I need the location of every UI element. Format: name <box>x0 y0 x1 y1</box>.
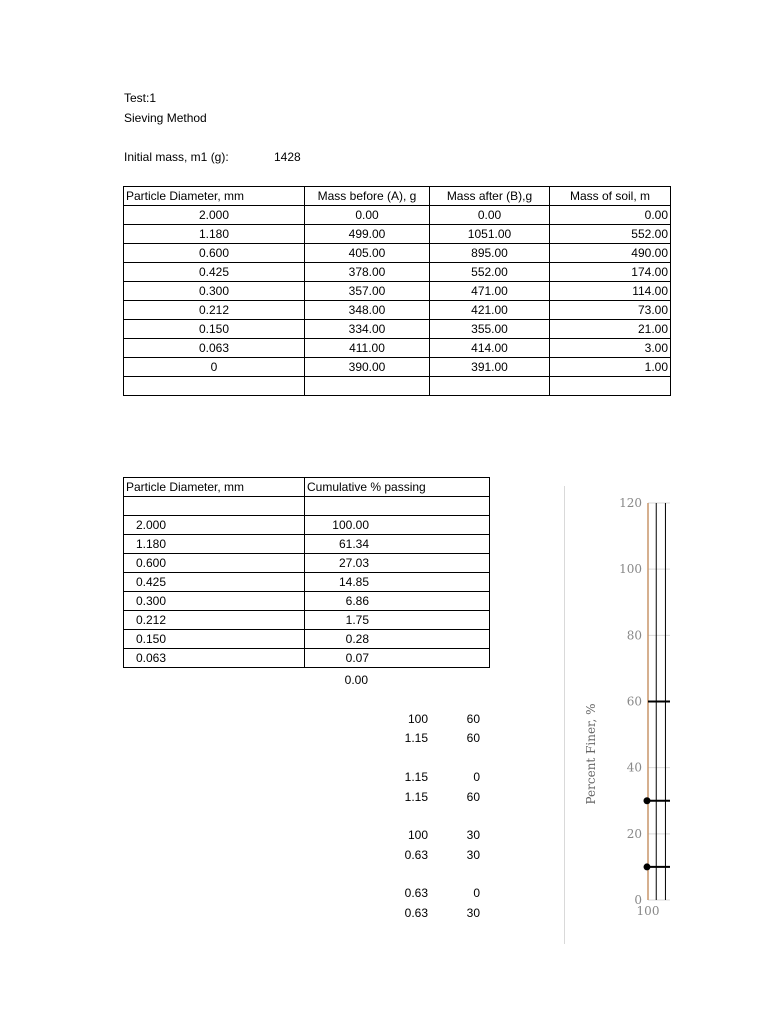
y-axis-label: Percent Finer, % <box>584 703 598 805</box>
cell: 0.00 <box>550 206 671 225</box>
cell: 552.00 <box>430 263 550 282</box>
cell-value: 6.86 <box>345 594 369 608</box>
initial-mass-value: 1428 <box>274 150 301 164</box>
cell: 0.300 <box>124 592 305 611</box>
cell: 499.00 <box>305 225 430 244</box>
method-label: Sieving Method <box>124 111 207 125</box>
table-row <box>124 516 490 535</box>
cell: 0.063 <box>124 339 305 358</box>
cell: 378.00 <box>305 263 430 282</box>
table-row <box>124 649 490 668</box>
cell <box>305 649 490 668</box>
table-header-row <box>124 187 671 206</box>
table-row <box>124 282 671 301</box>
table-row <box>124 225 671 244</box>
cell: 3.00 <box>550 339 671 358</box>
y-tick-label: 80 <box>626 628 642 643</box>
cell: 0.00 <box>430 206 550 225</box>
column-header: Particle Diameter, mm <box>124 187 305 206</box>
cell: 174.00 <box>550 263 671 282</box>
table-row <box>124 573 490 592</box>
cell: 0 <box>124 358 305 377</box>
table-row <box>124 611 490 630</box>
cell: 2.000 <box>124 206 305 225</box>
cell: 0.212 <box>124 301 305 320</box>
cell: 421.00 <box>430 301 550 320</box>
table-row <box>124 244 671 263</box>
cell: 0.150 <box>124 320 305 339</box>
cell <box>305 592 490 611</box>
cell-value: 100.00 <box>332 518 369 532</box>
cell <box>124 377 305 396</box>
pair-x: 0.63 <box>404 886 428 900</box>
cumulative-passing-table <box>123 477 490 668</box>
pair-y: 60 <box>466 790 480 804</box>
table-row <box>124 206 671 225</box>
cell <box>305 535 490 554</box>
pair-x: 1.15 <box>404 770 428 784</box>
test-label: Test:1 <box>124 91 157 105</box>
table-row <box>124 358 671 377</box>
y-tick-label: 100 <box>619 562 642 577</box>
cell: 0.00 <box>305 206 430 225</box>
initial-mass-label: Initial mass, m1 (g): <box>124 150 229 164</box>
cell: 390.00 <box>305 358 430 377</box>
cell: 391.00 <box>430 358 550 377</box>
cell: 471.00 <box>430 282 550 301</box>
cell <box>550 377 671 396</box>
pair-x: 100 <box>407 828 428 842</box>
cell: 0.300 <box>124 282 305 301</box>
cell: 411.00 <box>305 339 430 358</box>
table-row-empty <box>124 377 671 396</box>
table-row <box>124 320 671 339</box>
cell <box>430 377 550 396</box>
cell: 21.00 <box>550 320 671 339</box>
table-row <box>124 554 490 573</box>
cell-value: 14.85 <box>338 575 369 589</box>
y-tick-label: 120 <box>619 496 642 510</box>
pair-x: 1.15 <box>404 731 428 745</box>
cell <box>124 497 305 516</box>
cell: 334.00 <box>305 320 430 339</box>
data-point <box>644 797 651 804</box>
cell-value: 1.75 <box>345 613 369 627</box>
cell: 348.00 <box>305 301 430 320</box>
cell: 0.425 <box>124 573 305 592</box>
table-row <box>124 263 671 282</box>
cell: 895.00 <box>430 244 550 263</box>
table-row-empty <box>124 497 490 516</box>
table-row <box>124 535 490 554</box>
cell: 0.600 <box>124 244 305 263</box>
cell: 2.000 <box>124 516 305 535</box>
data-point <box>644 863 651 870</box>
y-tick-label: 60 <box>626 694 642 709</box>
cell: 405.00 <box>305 244 430 263</box>
cell: 0.425 <box>124 263 305 282</box>
cell: 0.212 <box>124 611 305 630</box>
cell: 1.180 <box>124 225 305 244</box>
cell: 1051.00 <box>430 225 550 244</box>
cell <box>305 516 490 535</box>
cell: 0.063 <box>124 649 305 668</box>
pair-y: 0 <box>473 770 480 784</box>
cell: 1.00 <box>550 358 671 377</box>
cell: 490.00 <box>550 244 671 263</box>
y-tick-label: 20 <box>626 826 642 841</box>
cell <box>305 554 490 573</box>
pair-y: 30 <box>466 906 480 920</box>
y-tick-label: 40 <box>626 760 642 775</box>
column-header: Mass after (B),g <box>430 187 550 206</box>
table-row <box>124 339 671 358</box>
sieve-mass-table <box>123 186 671 396</box>
table-row <box>124 301 671 320</box>
column-header: Mass of soil, m <box>550 187 671 206</box>
pair-y: 30 <box>466 848 480 862</box>
pair-y: 60 <box>466 712 480 726</box>
table-header-row <box>124 478 490 497</box>
cell: 0.600 <box>124 554 305 573</box>
column-header: Particle Diameter, mm <box>124 478 305 497</box>
cell-value: 61.34 <box>338 537 369 551</box>
y-tick-label: 0 <box>634 893 642 907</box>
cell: 357.00 <box>305 282 430 301</box>
pair-x: 0.63 <box>404 906 428 920</box>
cell-value: 0.07 <box>345 651 369 665</box>
cell <box>305 377 430 396</box>
cell <box>305 497 490 516</box>
cell: 114.00 <box>550 282 671 301</box>
table-row <box>124 592 490 611</box>
pair-x: 0.63 <box>404 848 428 862</box>
cell <box>305 573 490 592</box>
cell: 73.00 <box>550 301 671 320</box>
grain-size-chart <box>564 486 670 944</box>
pair-x: 100 <box>407 712 428 726</box>
x-tick-label: 100 <box>636 904 660 918</box>
pair-y: 0 <box>473 886 480 900</box>
table-row <box>124 630 490 649</box>
cell: 414.00 <box>430 339 550 358</box>
column-header: Mass before (A), g <box>305 187 430 206</box>
pair-y: 30 <box>466 828 480 842</box>
cell: 552.00 <box>550 225 671 244</box>
trailing-value: 0.00 <box>344 673 368 687</box>
pair-y: 60 <box>466 731 480 745</box>
cell-value: 0.28 <box>345 632 369 646</box>
cell <box>305 630 490 649</box>
cell-value: 27.03 <box>338 556 369 570</box>
cell: 1.180 <box>124 535 305 554</box>
cell: 355.00 <box>430 320 550 339</box>
cell: 0.150 <box>124 630 305 649</box>
column-header: Cumulative % passing <box>305 478 490 497</box>
pair-x: 1.15 <box>404 790 428 804</box>
cell <box>305 611 490 630</box>
